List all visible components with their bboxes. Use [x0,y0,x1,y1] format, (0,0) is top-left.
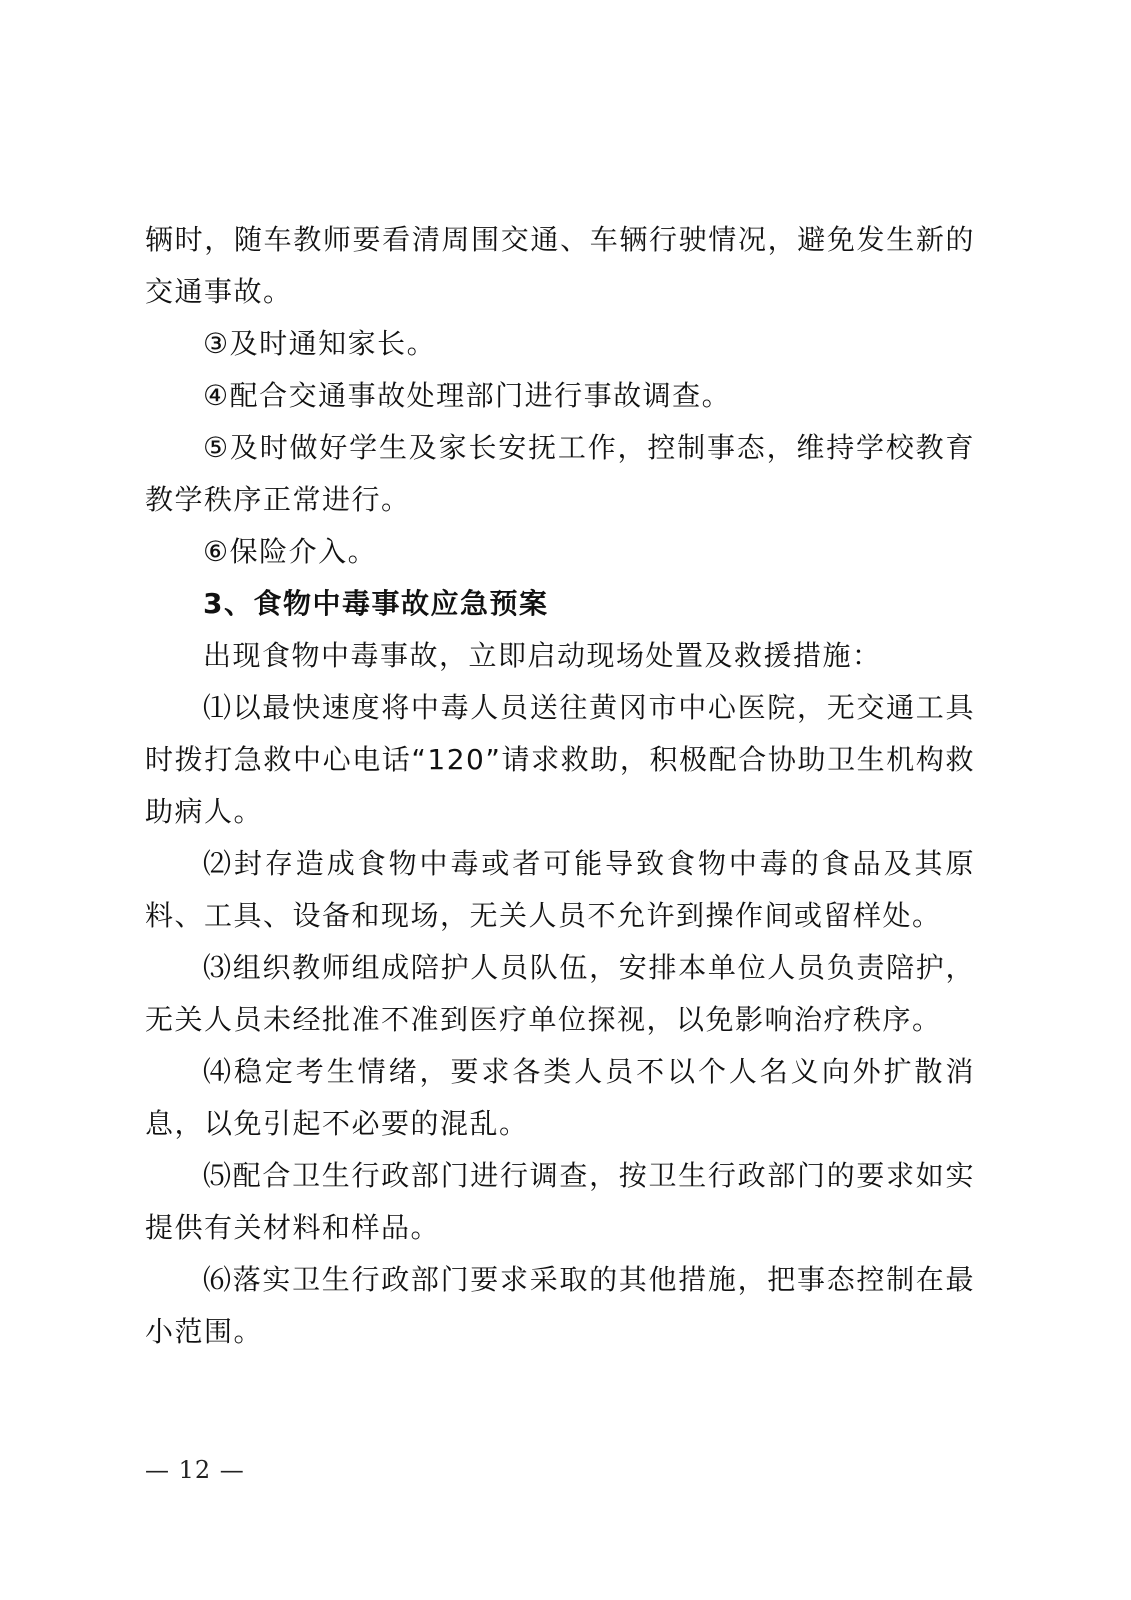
list-item-escort-team: ⑶组织教师组成陪护人员队伍，安排本单位人员负责陪护，无关人员未经批准不准到医疗单位探视，以免影响治疗秩序。 [145,951,975,1036]
list-item-other-measures: ⑹落实卫生行政部门要求采取的其他措施，把事态控制在最小范围。 [145,1263,975,1348]
list-item-reassure-families: ⑤及时做好学生及家长安抚工作，控制事态，维持学校教育教学秩序正常进行。 [145,431,975,516]
list-item-seal-food: ⑵封存造成食物中毒或者可能导致食物中毒的食品及其原料、工具、设备和现场，无关人员不允许到操作间或留样处。 [145,847,975,932]
paragraph-continuation: 辆时，随车教师要看清周围交通、车辆行驶情况，避免发生新的交通事故。 [145,223,975,308]
section-heading-food-poisoning: 3、食物中毒事故应急预案 [203,587,549,620]
page-number: — 12 — [145,1456,245,1484]
list-item-accident-investigation: ④配合交通事故处理部门进行事故调查。 [203,379,732,412]
document-body [145,214,975,1358]
paragraph-intro: 出现食物中毒事故，立即启动现场处置及救援措施： [203,639,882,672]
list-item-hospital-transfer: ⑴以最快速度将中毒人员送往黄冈市中心医院，无交通工具时拨打急救中心电话“120”请求救助，积极配合协助卫生机构救助病人。 [145,691,975,828]
list-item-notify-parents: ③及时通知家长。 [203,327,437,360]
list-item-stabilize-emotions: ⑷稳定考生情绪，要求各类人员不以个人名义向外扩散消息，以免引起不必要的混乱。 [145,1055,975,1140]
list-item-cooperate-investigation: ⑸配合卫生行政部门进行调查，按卫生行政部门的要求如实提供有关材料和样品。 [145,1159,975,1244]
list-item-insurance: ⑥保险介入。 [203,535,378,568]
